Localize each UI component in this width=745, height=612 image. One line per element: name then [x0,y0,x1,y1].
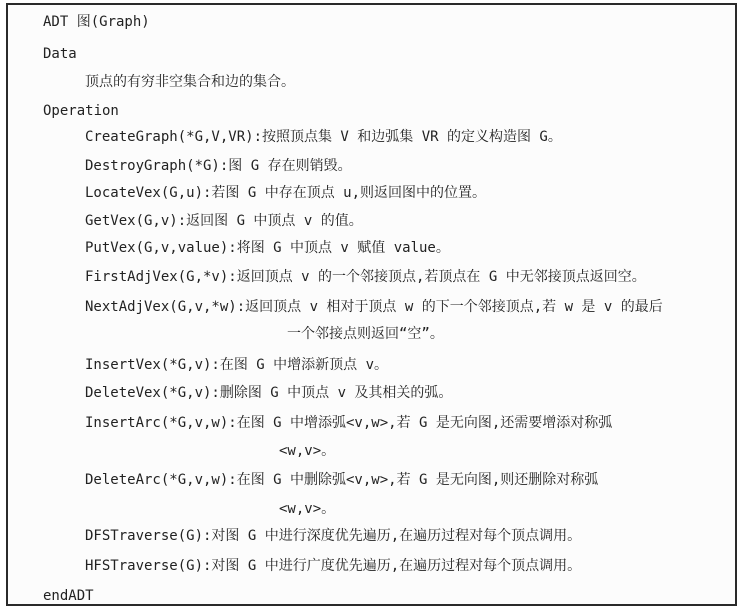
op-insert-vex: InsertVex(*G,v):在图 G 中增添新顶点 v。 [85,357,389,373]
op-first-adj-vex: FirstAdjVex(G,*v):返回顶点 v 的一个邻接顶点,若顶点在 G 中无邻接顶点返回空。 [85,269,646,285]
data-label: Data [43,46,77,62]
op-locate-vex: LocateVex(G,u):若图 G 中存在顶点 u,则返回图中的位置。 [85,185,487,201]
op-hfs-traverse: HFSTraverse(G):对图 G 中进行广度优先遍历,在遍历过程对每个顶点调用。 [85,558,582,574]
op-insert-arc: InsertArc(*G,v,w):在图 G 中增添弧<v,w>,若 G 是无向图,还需要增添对称弧 [85,415,613,431]
op-delete-arc-continued: <w,v>。 [279,501,336,517]
adt-header: ADT 图(Graph) [43,14,150,30]
op-put-vex: PutVex(G,v,value):将图 G 中顶点 v 赋值 value。 [85,240,450,256]
op-next-adj-vex-continued: 一个邻接点则返回“空”。 [287,326,444,342]
op-next-adj-vex: NextAdjVex(G,v,*w):返回顶点 v 相对于顶点 w 的下一个邻接顶点,若 w 是 v 的最后 [85,299,663,315]
op-get-vex: GetVex(G,v):返回图 G 中顶点 v 的值。 [85,213,363,229]
op-create-graph: CreateGraph(*G,V,VR):按照顶点集 V 和边弧集 VR 的定义构造图 G。 [85,129,562,145]
operation-label: Operation [43,103,119,119]
data-description: 顶点的有穷非空集合和边的集合。 [85,74,295,90]
op-insert-arc-continued: <w,v>。 [279,443,336,459]
op-delete-vex: DeleteVex(*G,v):删除图 G 中顶点 v 及其相关的弧。 [85,385,453,401]
op-dfs-traverse: DFSTraverse(G):对图 G 中进行深度优先遍历,在遍历过程对每个顶点调用。 [85,528,582,544]
end-label: endADT [43,588,94,604]
op-destroy-graph: DestroyGraph(*G):图 G 存在则销毁。 [85,158,352,174]
op-delete-arc: DeleteArc(*G,v,w):在图 G 中删除弧<v,w>,若 G 是无向图,则还删除对称弧 [85,472,599,488]
